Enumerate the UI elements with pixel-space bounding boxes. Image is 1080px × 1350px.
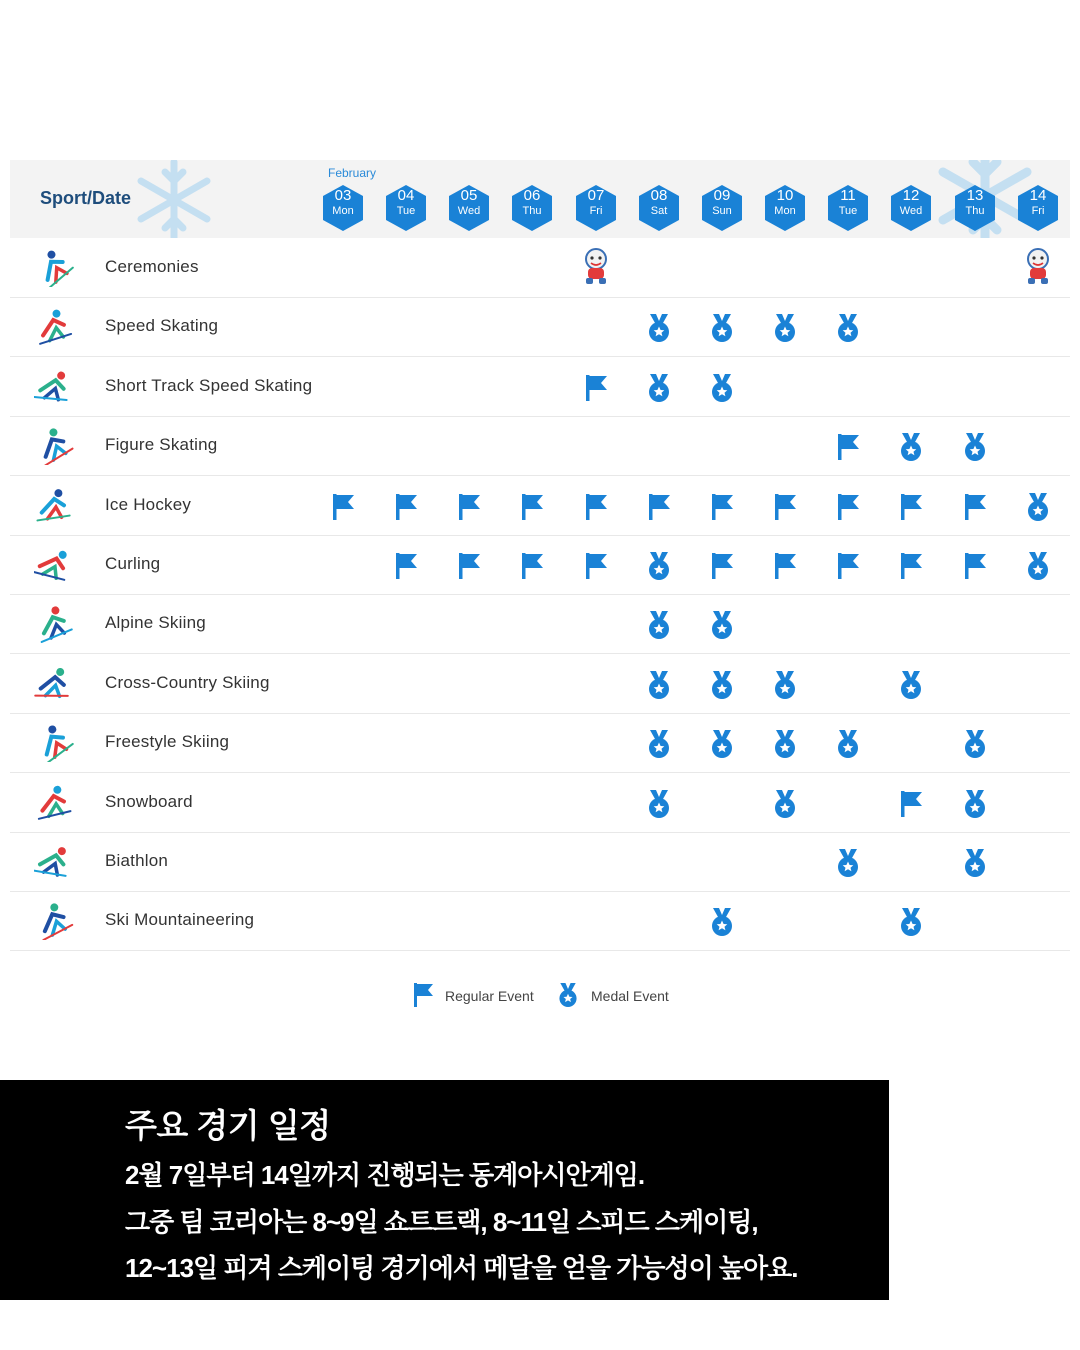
- medal-icon: [645, 313, 673, 343]
- date-header-12: [888, 183, 934, 233]
- date-weekday: Tue: [838, 205, 858, 217]
- date-header-13: [952, 183, 998, 233]
- medal-icon: [961, 848, 989, 878]
- sport-row: [10, 297, 1070, 357]
- flag-icon: [961, 551, 989, 581]
- sport-row: [10, 713, 1070, 773]
- flag-icon: [708, 492, 736, 522]
- medal-icon: [708, 907, 736, 937]
- medal-icon: [708, 373, 736, 403]
- date-header-03: [320, 183, 366, 233]
- medal-icon: [645, 789, 673, 819]
- sport-pictogram-icon: [34, 425, 74, 465]
- medal-icon: [961, 432, 989, 462]
- date-header-07: [573, 183, 619, 233]
- mascot-icon: [1020, 247, 1056, 287]
- flag-icon: [645, 492, 673, 522]
- date-number: 10: [776, 187, 794, 204]
- medal-icon: [645, 729, 673, 759]
- medal-icon: [771, 789, 799, 819]
- sport-name: Freestyle Skiing: [105, 732, 230, 752]
- flag-icon: [834, 492, 862, 522]
- sport-row: [10, 535, 1070, 595]
- flag-icon: [897, 551, 925, 581]
- sport-row: [10, 832, 1070, 892]
- medal-icon: [961, 789, 989, 819]
- legend-medal-label: Medal Event: [591, 988, 669, 1004]
- sport-name: Figure Skating: [105, 435, 218, 455]
- date-weekday: Sat: [650, 205, 668, 217]
- sport-pictogram-icon: [34, 663, 74, 703]
- date-number: 04: [397, 187, 415, 204]
- sport-name: Ski Mountaineering: [105, 910, 255, 930]
- sport-pictogram-icon: [34, 603, 74, 643]
- sport-name: Ceremonies: [105, 257, 199, 276]
- medal-icon: [645, 551, 673, 581]
- date-weekday: Sun: [712, 205, 732, 217]
- date-weekday: Mon: [332, 205, 354, 217]
- notice-box: [0, 1080, 889, 1300]
- medal-icon: [771, 313, 799, 343]
- notice-line: 12~13일 피겨 스케이팅 경기에서 메달을 얻을 가능성이 높아요.: [125, 1253, 798, 1283]
- flag-icon: [518, 492, 546, 522]
- notice-line: 2월 7일부터 14일까지 진행되는 동계아시안게임.: [125, 1160, 645, 1190]
- date-header-09: [699, 183, 745, 233]
- sport-row: [10, 416, 1070, 476]
- medal-icon: [771, 670, 799, 700]
- date-header-11: [825, 183, 871, 233]
- sport-pictogram-icon: [34, 841, 74, 881]
- sport-pictogram-icon: [34, 366, 74, 406]
- flag-icon: [392, 551, 420, 581]
- notice-title: 주요 경기 일정: [125, 1107, 331, 1144]
- date-number: 08: [650, 187, 668, 204]
- sport-name: Cross-Country Skiing: [105, 672, 270, 692]
- sport-row: [10, 476, 1070, 536]
- sport-pictogram-icon: [34, 544, 74, 584]
- medal-icon: [897, 432, 925, 462]
- medal-icon: [645, 670, 673, 700]
- sport-name: Speed Skating: [105, 316, 219, 336]
- medal-icon: [1024, 551, 1052, 581]
- medal-icon: [834, 313, 862, 343]
- medal-icon: [708, 670, 736, 700]
- sport-name: Curling: [105, 554, 161, 573]
- medal-icon: [897, 670, 925, 700]
- sport-row: [10, 594, 1070, 654]
- date-number: 09: [713, 187, 731, 204]
- sport-name: Biathlon: [105, 851, 169, 870]
- date-weekday: Fri: [589, 205, 603, 217]
- date-header-05: [446, 183, 492, 233]
- date-weekday: Mon: [774, 205, 796, 217]
- date-weekday: Wed: [899, 205, 923, 217]
- notice-line: 그중 팀 코리아는 8~9일 쇼트트랙, 8~11일 스피드 스케이팅,: [125, 1207, 758, 1237]
- sport-pictogram-icon: [34, 306, 74, 346]
- medal-icon: [961, 729, 989, 759]
- sport-pictogram-icon: [34, 485, 74, 525]
- date-weekday: Wed: [457, 205, 481, 217]
- date-weekday: Thu: [965, 205, 985, 217]
- medal-icon: [1024, 492, 1052, 522]
- flag-icon: [771, 492, 799, 522]
- date-weekday: Thu: [522, 205, 542, 217]
- flag-icon: [708, 551, 736, 581]
- flag-icon: [329, 492, 357, 522]
- date-weekday: Fri: [1031, 205, 1045, 217]
- date-number: 05: [460, 187, 478, 204]
- sport-row: [10, 773, 1070, 833]
- flag-icon: [834, 432, 862, 462]
- flag-icon: [582, 492, 610, 522]
- flag-icon: [455, 551, 483, 581]
- medal-icon: [645, 610, 673, 640]
- date-header-04: [383, 183, 429, 233]
- date-number: 06: [523, 187, 541, 204]
- sport-row: [10, 891, 1070, 951]
- sport-name: Ice Hockey: [105, 494, 192, 514]
- month-label: February: [328, 166, 377, 180]
- flag-icon: [392, 492, 420, 522]
- date-number: 11: [840, 187, 856, 204]
- date-number: 03: [334, 187, 352, 204]
- medal-icon: [834, 729, 862, 759]
- sport-row: [10, 357, 1070, 417]
- flag-icon: [582, 551, 610, 581]
- medal-icon: [897, 907, 925, 937]
- sport-name: Short Track Speed Skating: [105, 375, 313, 395]
- medal-icon: [645, 373, 673, 403]
- legend: [0, 980, 1080, 1010]
- sport-name: Alpine Skiing: [105, 613, 206, 633]
- mascot-icon: [578, 247, 614, 287]
- date-header-08: [636, 183, 682, 233]
- sport-pictogram-icon: [34, 247, 74, 287]
- flag-icon: [834, 551, 862, 581]
- date-number: 13: [966, 187, 984, 204]
- flag-icon: [582, 373, 610, 403]
- flag-icon: [455, 492, 483, 522]
- sport-date-label: Sport/Date: [40, 188, 132, 208]
- date-header-10: [762, 183, 808, 233]
- sport-pictogram-icon: [34, 722, 74, 762]
- flag-icon: [518, 551, 546, 581]
- legend-regular-label: Regular Event: [445, 988, 534, 1004]
- sport-name: Snowboard: [105, 791, 193, 811]
- sport-row: [10, 238, 1070, 298]
- schedule-table: [0, 160, 1080, 1025]
- date-header-06: [509, 183, 555, 233]
- date-number: 07: [587, 187, 605, 204]
- medal-icon: [708, 610, 736, 640]
- sport-pictogram-icon: [34, 900, 74, 940]
- medal-icon: [834, 848, 862, 878]
- medal-icon: [556, 982, 580, 1008]
- medal-icon: [708, 729, 736, 759]
- flag-icon: [771, 551, 799, 581]
- sport-pictogram-icon: [34, 782, 74, 822]
- flag-icon: [412, 982, 436, 1008]
- flag-icon: [897, 492, 925, 522]
- table-header: [10, 160, 1070, 238]
- flag-icon: [961, 492, 989, 522]
- date-number: 12: [902, 187, 920, 204]
- flag-icon: [897, 789, 925, 819]
- medal-icon: [771, 729, 799, 759]
- date-number: 14: [1029, 187, 1047, 204]
- sport-row: [10, 654, 1070, 714]
- snowflake-icon: [128, 160, 220, 238]
- date-header-14: [1015, 183, 1061, 233]
- medal-icon: [708, 313, 736, 343]
- date-weekday: Tue: [396, 205, 416, 217]
